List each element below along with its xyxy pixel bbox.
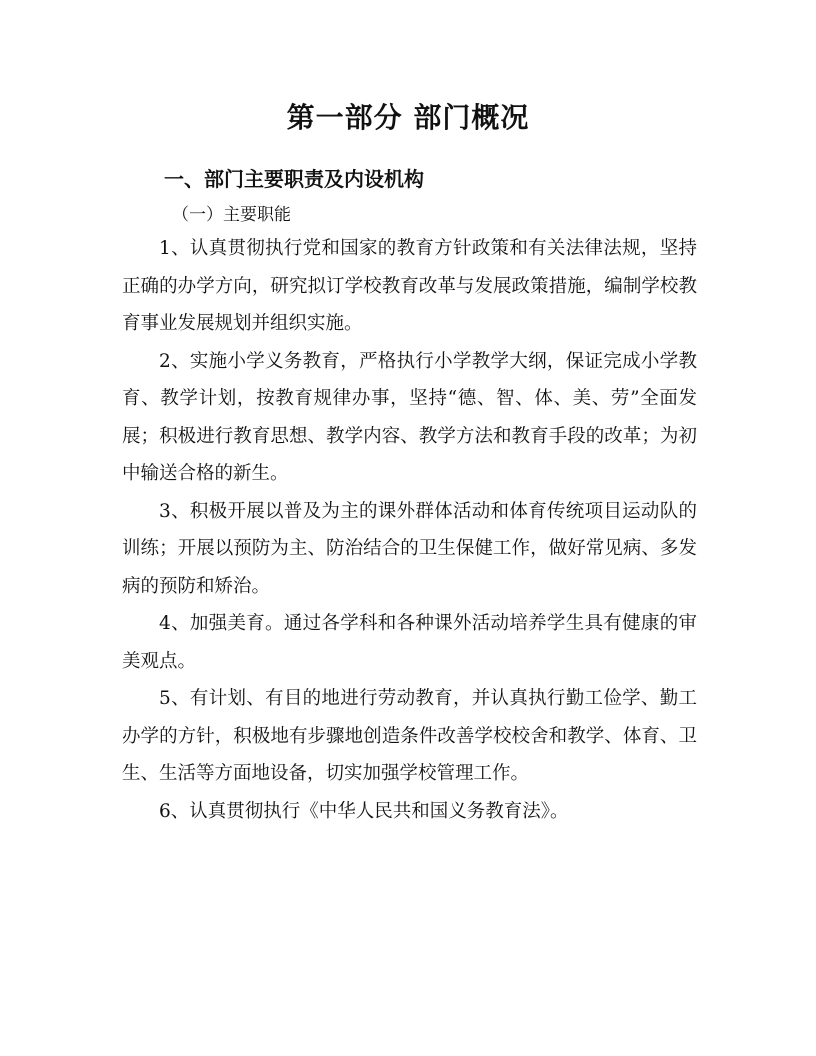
section-heading: 一、部门主要职责及内设机构	[164, 167, 424, 191]
subsection-heading: （一）主要职能	[172, 205, 291, 225]
page-title: 第一部分 部门概况	[286, 101, 530, 134]
body-text	[122, 230, 697, 830]
paragraph-3: 3、积极开展以普及为主的课外群体活动和体育传统项目运动队的训练；开展以预防为主、防治结合的卫生保健工作，做好常见病、多发病的预防和矫治。	[122, 500, 697, 597]
paragraph-2: 2、实施小学义务教育，严格执行小学教学大纲，保证完成小学教育、教学计划，按教育规律办事，坚持“德、智、体、美、劳”全面发展；积极进行教育思想、教学内容、教学方法和教育手段的改革；为初中输送合格的新生。	[122, 350, 697, 484]
paragraph-6: 6、认真贯彻执行《中华人民共和国义务教育法》。	[159, 800, 569, 822]
paragraph-1: 1、认真贯彻执行党和国家的教育方针政策和有关法律法规，坚持正确的办学方向，研究拟订学校教育改革与发展政策措施，编制学校教育事业发展规划并组织实施。	[122, 238, 697, 334]
paragraph-4: 4、加强美育。通过各学科和各种课外活动培养学生具有健康的审美观点。	[122, 613, 697, 672]
paragraph-5: 5、有计划、有目的地进行劳动教育，并认真执行勤工俭学、勤工办学的方针，积极地有步骤地创造条件改善学校校舍和教学、体育、卫生、生活等方面地设备，切实加强学校管理工作。	[122, 688, 697, 784]
